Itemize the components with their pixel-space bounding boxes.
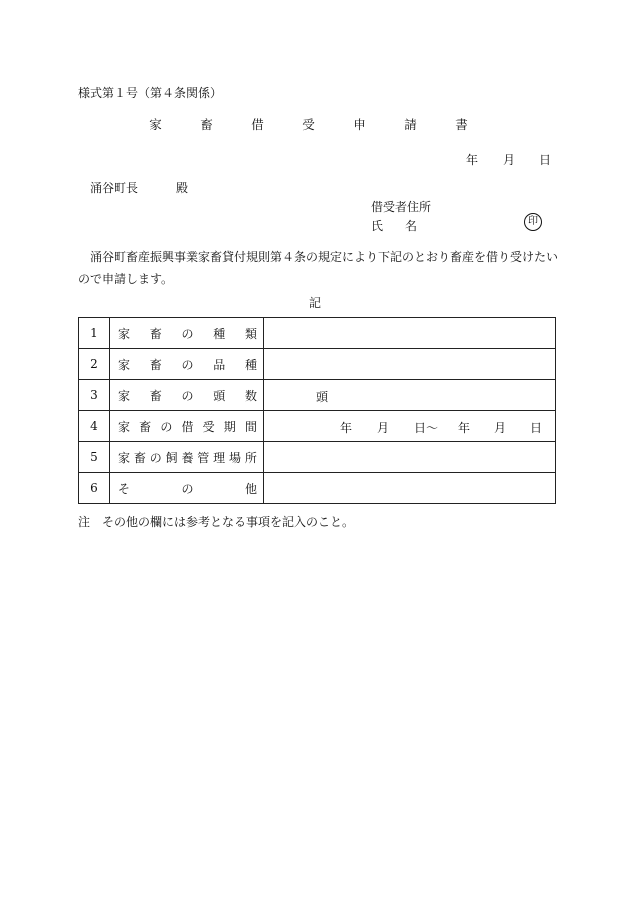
table-row [79, 349, 556, 380]
table-row [79, 473, 556, 504]
spread-label [118, 449, 257, 466]
period-year-start: 年 [340, 421, 353, 435]
label-char: の [181, 326, 194, 341]
label-char: 飼 [165, 450, 178, 465]
row-label [110, 473, 264, 504]
label-char: 畜 [149, 357, 162, 372]
label-char: 畜 [149, 326, 162, 341]
row-number: 6 [79, 473, 110, 504]
name-label-part-2: 名 [405, 219, 418, 233]
document-title: 家 畜 借 受 申 請 書 [149, 117, 481, 132]
label-char: 種 [213, 326, 226, 341]
row-label [110, 380, 264, 411]
label-char: 種 [244, 357, 257, 372]
period-month-end: 月 [494, 421, 507, 435]
row-number: 4 [79, 411, 110, 442]
label-char: の [181, 481, 194, 496]
date-day: 日 [539, 153, 552, 167]
applicant-address-label: 借受者住所 [371, 200, 432, 214]
label-char: 畜 [139, 419, 152, 434]
label-char: 理 [213, 450, 226, 465]
recipient-line [90, 179, 188, 196]
label-char: 家 [118, 326, 131, 341]
period-month-start: 月 [377, 421, 390, 435]
label-char: 養 [181, 450, 194, 465]
label-char: の [149, 450, 162, 465]
spread-label [118, 480, 257, 497]
date-line [466, 151, 551, 168]
form-number-label: 様式第１号（第４条関係） [78, 86, 223, 100]
label-char: 受 [202, 419, 215, 434]
label-char: 借 [181, 419, 194, 434]
row-label [110, 442, 264, 473]
label-char: 間 [244, 419, 257, 434]
row-label [110, 318, 264, 349]
loan-period [340, 419, 542, 436]
value-cell[interactable] [264, 411, 556, 442]
period-day-start: 日～ [414, 421, 439, 435]
value-cell[interactable] [264, 380, 556, 411]
spread-label [118, 356, 257, 373]
table-row [79, 318, 556, 349]
label-char: 家 [118, 419, 131, 434]
value-cell[interactable] [264, 349, 556, 380]
items-table [78, 317, 556, 504]
label-char: 品 [213, 357, 226, 372]
label-char: 家 [118, 450, 131, 465]
label-char: 畜 [133, 450, 146, 465]
label-char: 畜 [149, 388, 162, 403]
label-char: の [160, 419, 173, 434]
label-char: 頭 [213, 388, 226, 403]
recipient-name: 涌谷町長 [90, 181, 139, 195]
spread-label [118, 418, 257, 435]
period-year-end: 年 [458, 421, 471, 435]
spread-label [118, 325, 257, 342]
label-char: の [181, 357, 194, 372]
date-month: 月 [503, 153, 516, 167]
seal-mark: 印 [524, 213, 542, 231]
label-char: 管 [197, 450, 210, 465]
table-row [79, 411, 556, 442]
label-char: 場 [229, 450, 242, 465]
ki-heading: 記 [308, 296, 321, 310]
row-number: 1 [79, 318, 110, 349]
head-count-unit: 頭 [316, 390, 329, 404]
label-char: 家 [118, 357, 131, 372]
table-row [79, 380, 556, 411]
application-statement: 涌谷町畜産振興事業家畜貸付規則第４条の規定により下記のとおり畜産を借り受けたいので申請します。 [78, 250, 559, 286]
row-label [110, 349, 264, 380]
label-char: 期 [223, 419, 236, 434]
label-char: の [181, 388, 194, 403]
label-char: 家 [118, 388, 131, 403]
value-cell[interactable] [264, 473, 556, 504]
label-char: そ [118, 481, 131, 496]
recipient-honorific: 殿 [176, 181, 189, 195]
applicant-name-label [371, 217, 417, 234]
label-char: 類 [244, 326, 257, 341]
label-char: 数 [244, 388, 257, 403]
date-year: 年 [466, 153, 479, 167]
value-cell[interactable] [264, 318, 556, 349]
row-number: 2 [79, 349, 110, 380]
footnote: 注 その他の欄には参考となる事項を記入のこと。 [78, 515, 355, 529]
spread-label [118, 387, 257, 404]
name-label-part-1: 氏 [371, 219, 384, 233]
row-number: 3 [79, 380, 110, 411]
table-row [79, 442, 556, 473]
row-number: 5 [79, 442, 110, 473]
label-char: 所 [244, 450, 257, 465]
period-day-end: 日 [530, 421, 543, 435]
value-cell[interactable] [264, 442, 556, 473]
row-label [110, 411, 264, 442]
label-char: 他 [244, 481, 257, 496]
